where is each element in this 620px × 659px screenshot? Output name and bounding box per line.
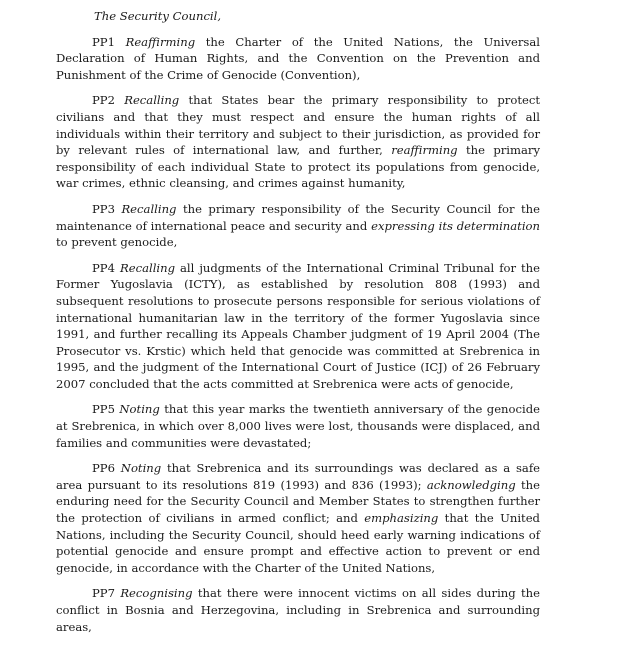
preamble-heading: The Security Council, bbox=[94, 9, 222, 23]
preamble-paragraph bbox=[56, 460, 540, 576]
operative-phrase: reaffirming bbox=[391, 143, 458, 158]
paragraph-text: that there were innocent victims on all sides during the conflict in Bosnia and Herzegovina, including in Srebrenica and surrounding areas, bbox=[56, 586, 540, 634]
preamble-paragraphs bbox=[56, 34, 540, 636]
operative-phrase: Noting bbox=[120, 461, 162, 476]
document-page bbox=[56, 8, 540, 644]
paragraph-text: PP7 bbox=[92, 586, 121, 601]
preamble-paragraph bbox=[56, 34, 540, 84]
paragraph-text: PP3 bbox=[92, 201, 122, 216]
operative-phrase: Noting bbox=[119, 402, 160, 417]
operative-phrase: expressing its determination bbox=[371, 218, 540, 233]
paragraph-text: the enduring need for the Security Council and Member States to strengthen further the protection of civilians in armed conflict; and bbox=[56, 477, 540, 526]
preamble-paragraph bbox=[56, 401, 540, 451]
operative-phrase: acknowledging bbox=[426, 477, 516, 492]
operative-phrase: Recalling bbox=[119, 260, 175, 275]
paragraph-text: PP2 bbox=[92, 93, 125, 108]
paragraph-text: PP1 bbox=[92, 34, 126, 49]
operative-phrase: Recalling bbox=[124, 93, 180, 108]
paragraph-text: that the United Nations, including the Security Council, should heed early warning indications of potential genocide and ensure prompt and effective action to prevent or end genocide, in accordance with the Charter of the United Nations, bbox=[56, 511, 540, 575]
paragraph-text: that States bear the primary responsibility to protect civilians and that they must respect and ensure the human rights of all individuals within their territory and subject to their jurisdiction, as provided for by relevant rules of international law, and further, bbox=[56, 93, 540, 158]
paragraph-text: PP5 bbox=[92, 402, 120, 417]
preamble-paragraph bbox=[56, 201, 540, 251]
paragraph-text: that Srebrenica and its surroundings was declared as a safe area pursuant to its resolutions 819 (1993) and 836 (1993); bbox=[56, 461, 540, 492]
operative-phrase: Recalling bbox=[121, 201, 177, 216]
paragraph-text: all judgments of the International Criminal Tribunal for the Former Yugoslavia (ICTY), as established by resolution 808 (1993) and subsequent resolutions to prosecute persons responsible for serious violations of international humanitarian law in the territory of the former Yugoslavia since 1991, and further recalling its Appeals Chamber judgment of 19 April 2004 (The Prosecutor vs. Krstic) which held that genocide was committed at Srebrenica in 1995, and the judgment of the International Court of Justice (ICJ) of 26 February 2007 concluded that the acts committed at Srebrenica were acts of genocide, bbox=[56, 260, 540, 391]
paragraph-text: the Charter of the United Nations, the Universal Declaration of Human Rights, and the Convention on the Prevention and Punishment of the Crime of Genocide (Convention), bbox=[56, 34, 540, 82]
operative-phrase: Recognising bbox=[120, 586, 193, 601]
preamble-paragraph bbox=[56, 260, 540, 393]
preamble-paragraph bbox=[56, 585, 540, 635]
paragraph-text: the primary responsibility of the Security Council for the maintenance of international peace and security and bbox=[56, 201, 540, 233]
paragraph-text: PP4 bbox=[92, 260, 120, 275]
paragraph-text: PP6 bbox=[92, 461, 121, 476]
operative-phrase: Reaffirming bbox=[125, 34, 196, 49]
paragraph-text: to prevent genocide, bbox=[56, 235, 178, 250]
preamble-paragraph bbox=[56, 92, 540, 192]
paragraph-text: that this year marks the twentieth anniversary of the genocide at Srebrenica, in which over 8,000 lives were lost, thousands were displaced, and families and communities were devastated; bbox=[56, 402, 540, 450]
operative-phrase: emphasizing bbox=[364, 511, 439, 526]
paragraph-text: the primary responsibility of each individual State to protect its populations from genocide, war crimes, ethnic cleansing, and crimes against humanity, bbox=[56, 143, 541, 191]
